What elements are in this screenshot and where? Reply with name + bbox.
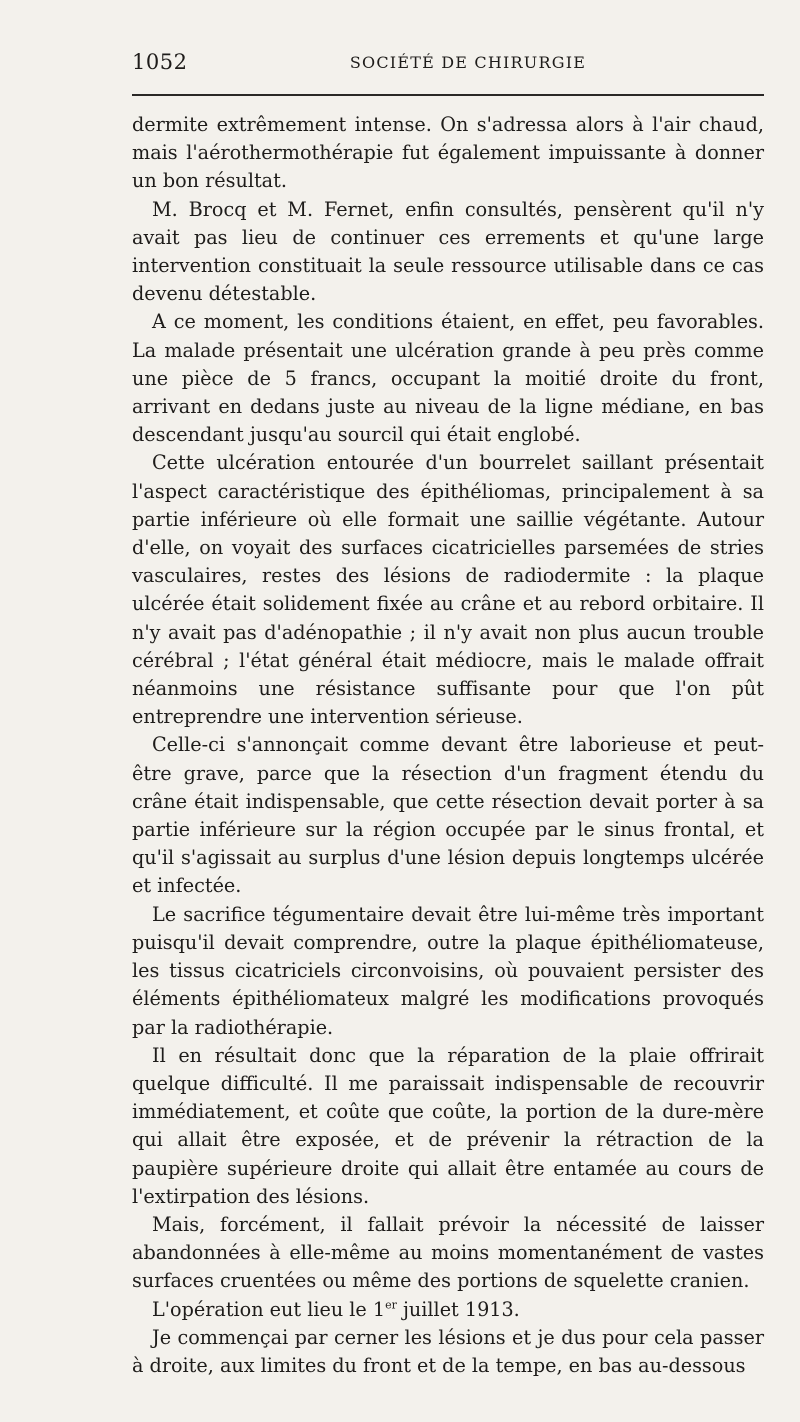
paragraph: Celle-ci s'annonçait comme devant être laborieuse et peut-être grave, parce que la résection d'un fragment étendu du crâne était indispensable, que cette résection devait porter à sa partie inférieure sur la région occupée par le sinus frontal, et qu'il s'agissait au surplus d'une lésion depuis longtemps ulcérée et infectée. xyxy=(132,733,764,898)
running-title: SOCIÉTÉ DE CHIRURGIE xyxy=(349,53,587,72)
paragraph: Le sacrifice tégumentaire devait être lui-même très important puisqu'il devait comprendre, outre la plaque épithéliomateuse, les tissus cicatriciels circonvoisins, où pouvaient persister des éléments épithéliomateux malgré les modifications provoqués par la radiothérapie. xyxy=(132,902,764,1039)
paragraph: Il en résultait donc que la réparation de la plaie offrirait quelque difficulté. Il me paraissait indispensable de recouvrir immédiatement, et coûte que coûte, la portion de la dure-mère qui allait être exposée, et de prévenir la rétraction de la paupière supérieure droite qui allait être entamée au cours de l'extirpation des lésions. xyxy=(132,1043,764,1208)
body-text xyxy=(132,111,764,1380)
paragraph: A ce moment, les conditions étaient, en effet, peu favorables. La malade présentait une ulcération grande à peu près comme une pièce de 5 francs, occupant la moitié droite du front, arrivant en dedans juste au niveau de la ligne médiane, en bas descendant jusqu'au sourcil qui était englobé. xyxy=(132,310,764,447)
operation-date-text-end: juillet 1913. xyxy=(396,1297,520,1321)
operation-date-text: L'opération eut lieu le 1 xyxy=(152,1297,386,1321)
header-rule xyxy=(132,94,764,96)
paragraph-last: Je commençai par cerner les lésions et je dus pour cela passer à droite, aux limites du front et de la tempe, en bas au-dessous xyxy=(132,1325,764,1377)
ordinal-superscript: er xyxy=(385,1298,397,1312)
paragraph: Cette ulcération entourée d'un bourrelet saillant présentait l'aspect caractéristique des épithéliomas, principalement à sa partie inférieure où elle formait une saillie végétante. Autour d'elle, on voyait des surfaces cicatricielles parsemées de stries vasculaires, restes des lésions de radiodermite : la plaque ulcérée était solidement fixée au crâne et au rebord orbitaire. Il n'y avait pas d'adénopathie ; il n'y avait non plus aucun trouble cérébral ; l'état général était médiocre, mais le malade offrait néanmoins une résistance suffisante pour que l'on pût entreprendre une intervention sérieuse. xyxy=(132,451,764,729)
page-number: 1052 xyxy=(132,50,188,74)
paragraph: M. Brocq et M. Fernet, enfin consultés, pensèrent qu'il n'y avait pas lieu de continuer ces errements et qu'une large intervention constituait la seule ressource utilisable dans ce cas devenu détestable. xyxy=(132,197,764,306)
paragraph: Mais, forcément, il fallait prévoir la nécessité de laisser abandonnées à elle-même au moins momentanément de vastes surfaces cruentées ou même des portions de squelette cranien. xyxy=(132,1212,764,1293)
paragraph-continued: dermite extrêmement intense. On s'adressa alors à l'air chaud, mais l'aérothermothérapie fut également impuissante à donner un bon résultat. xyxy=(132,113,764,193)
page-header xyxy=(132,50,764,80)
operation-date-paragraph xyxy=(132,1296,764,1324)
